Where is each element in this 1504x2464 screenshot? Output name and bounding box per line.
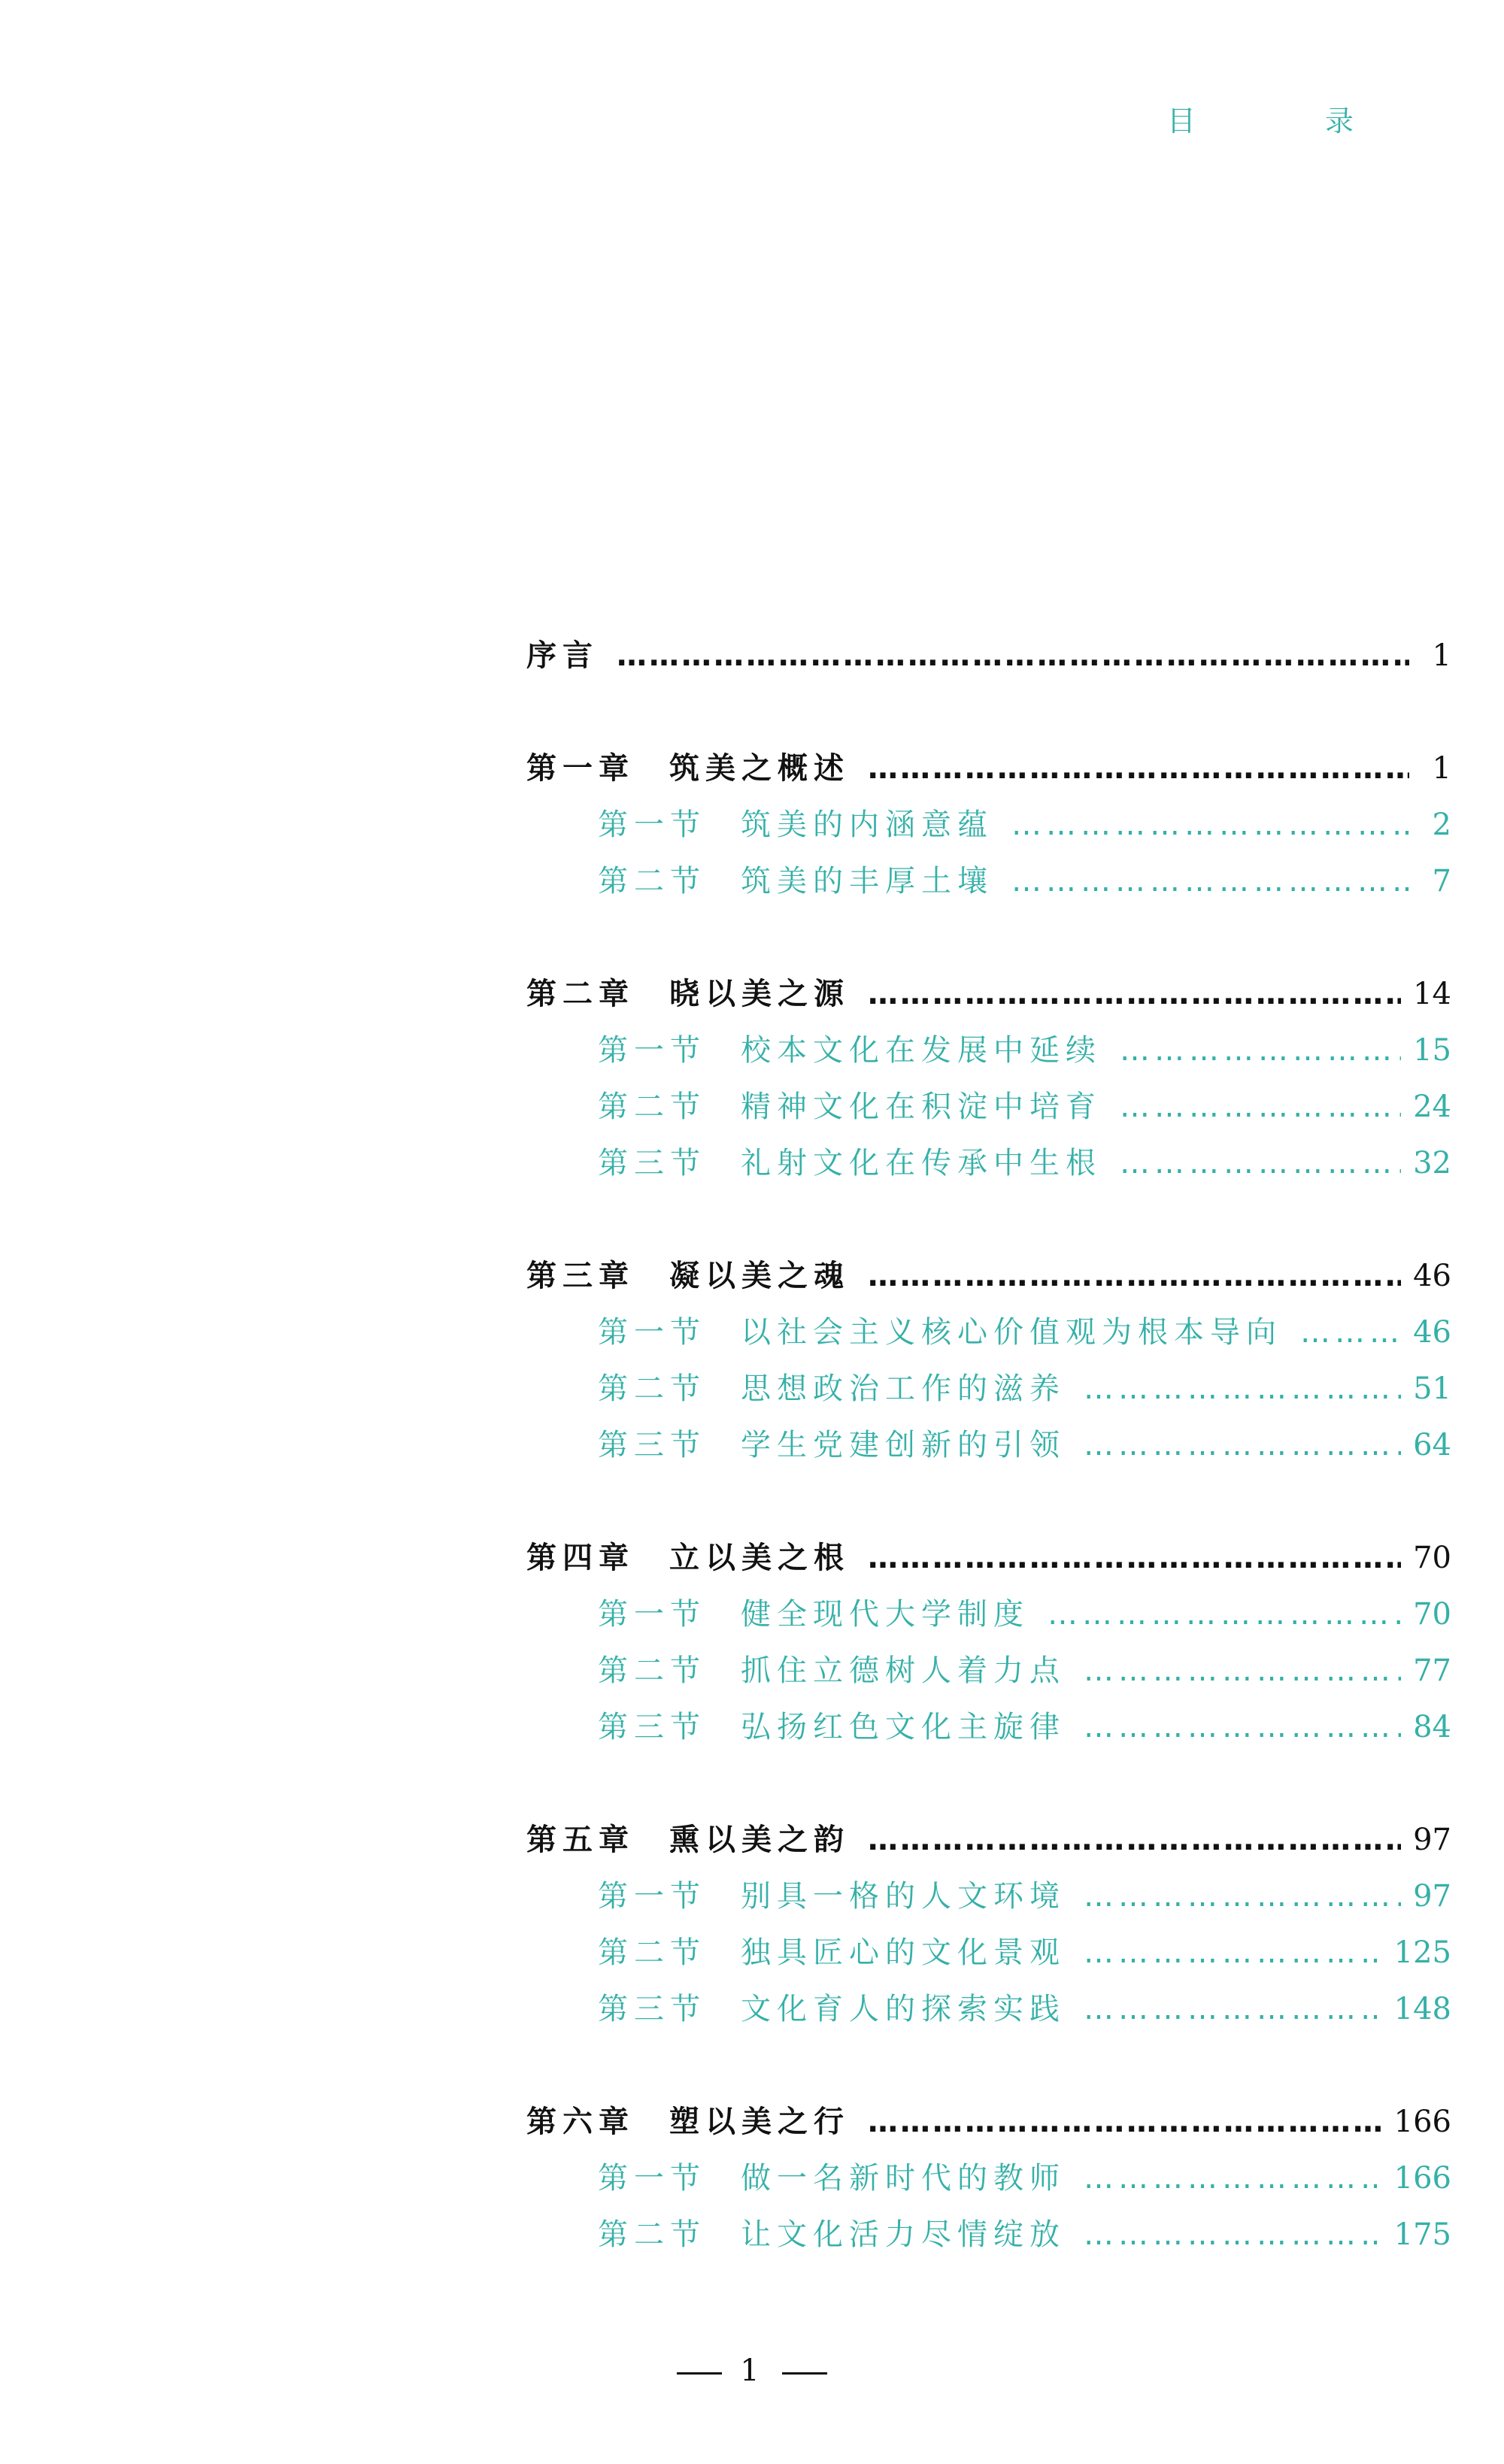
toc-entry-title: 立以美之根 [669, 1541, 850, 1575]
toc-dot-leader [1011, 808, 1409, 842]
page-footer [0, 2353, 1504, 2388]
toc-entry-label: 第一节 [598, 808, 706, 842]
toc-dot-leader [868, 2105, 1382, 2139]
toc-entry-title: 熏以美之韵 [669, 1823, 850, 1857]
toc-spacer [526, 688, 1451, 744]
footer-dash-right [782, 2372, 827, 2375]
toc-chapter-row[interactable] [526, 1534, 1451, 1590]
toc-entry-label: 第一节 [598, 1033, 706, 1068]
toc-spacer [526, 1477, 1451, 1534]
toc-chapter-row[interactable] [526, 970, 1451, 1026]
toc-page-number: 7 [1432, 864, 1451, 899]
toc-dot-leader [1084, 1879, 1401, 1914]
toc-entry-label: 第一节 [598, 1315, 706, 1350]
footer-dash-left [677, 2372, 722, 2375]
toc-chapter-row[interactable] [526, 2098, 1451, 2154]
toc-section-row[interactable] [526, 1365, 1451, 1421]
toc-dot-leader [868, 977, 1401, 1011]
toc-dot-leader [617, 638, 1409, 673]
toc-entry-title: 弘扬红色文化主旋律 [741, 1710, 1066, 1744]
toc-chapter-row[interactable] [526, 744, 1451, 801]
toc-dot-leader [1300, 1315, 1401, 1350]
toc-section-row[interactable] [526, 1647, 1451, 1703]
toc-dot-leader [1120, 1090, 1401, 1124]
toc-page-number: 166 [1393, 2161, 1451, 2196]
toc-entry-label: 第三节 [598, 1710, 706, 1744]
toc-page-number: 2 [1432, 808, 1451, 842]
toc-dot-leader [1084, 1371, 1401, 1406]
toc-chapter-row[interactable] [526, 1816, 1451, 1872]
toc-entry-label: 第二节 [598, 1935, 706, 1970]
toc-entry-label: 第六章 [526, 2105, 635, 2139]
toc-entry-label: 第二节 [598, 1371, 706, 1406]
toc-page-number: 1 [1432, 751, 1451, 786]
toc-entry-title: 让文化活力尽情绽放 [741, 2217, 1066, 2252]
toc-section-row[interactable] [526, 1083, 1451, 1139]
toc-page-number: 84 [1413, 1710, 1451, 1744]
toc-dot-leader [868, 751, 1409, 786]
toc-dot-leader [1084, 1935, 1382, 1970]
toc-page-number: 97 [1413, 1823, 1451, 1857]
toc-dot-leader [1048, 1597, 1401, 1632]
toc-entry-title: 校本文化在发展中延续 [741, 1033, 1102, 1068]
toc-entry-label: 第四章 [526, 1541, 635, 1575]
toc-entry-label: 第二节 [598, 1090, 706, 1124]
toc-entry-label: 第三节 [598, 1428, 706, 1462]
toc-entry-title: 筑美的内涵意蕴 [741, 808, 993, 842]
toc-entry-label: 第二节 [598, 864, 706, 899]
toc-section-row[interactable] [526, 1421, 1451, 1477]
toc-entry-title: 抓住立德树人着力点 [741, 1653, 1066, 1688]
toc-entry-label: 第一节 [598, 2161, 706, 2196]
toc-dot-leader [1084, 1710, 1401, 1744]
toc-entry-title: 塑以美之行 [669, 2105, 850, 2139]
toc-dot-leader [1084, 1992, 1382, 2026]
toc-entry-label: 第三节 [598, 1992, 706, 2026]
toc-entry-title: 独具匠心的文化景观 [741, 1935, 1066, 1970]
toc-section-row[interactable] [526, 801, 1451, 857]
toc-section-row[interactable] [526, 1308, 1451, 1365]
toc-entry-title: 健全现代大学制度 [741, 1597, 1029, 1632]
table-of-contents [526, 632, 1451, 2267]
toc-entry-label: 第二章 [526, 977, 635, 1011]
toc-entry-label: 第三章 [526, 1259, 635, 1293]
toc-page-number: 70 [1413, 1541, 1451, 1575]
toc-entry-label: 第二节 [598, 2217, 706, 2252]
toc-page-number: 32 [1413, 1146, 1451, 1180]
toc-entry-title: 精神文化在积淀中培育 [741, 1090, 1102, 1124]
toc-entry-title: 思想政治工作的滋养 [741, 1371, 1066, 1406]
toc-page-number: 77 [1413, 1653, 1451, 1688]
toc-entry-label: 序言 [526, 638, 599, 673]
toc-page-number: 51 [1413, 1371, 1451, 1406]
toc-dot-leader [1084, 2217, 1382, 2252]
toc-page-number: 64 [1413, 1428, 1451, 1462]
toc-spacer [526, 1759, 1451, 1816]
toc-dot-leader [1084, 2161, 1382, 2196]
toc-entry-title: 文化育人的探索实践 [741, 1992, 1066, 2026]
toc-chapter-row[interactable] [526, 1252, 1451, 1308]
toc-entry-label: 第一节 [598, 1597, 706, 1632]
toc-entry-title: 筑美之概述 [669, 751, 850, 786]
toc-entry-label: 第五章 [526, 1823, 635, 1857]
toc-entry-title: 筑美的丰厚土壤 [741, 864, 993, 899]
toc-entry-label: 第一节 [598, 1879, 706, 1914]
toc-section-row[interactable] [526, 1703, 1451, 1759]
toc-entry-label: 第三节 [598, 1146, 706, 1180]
toc-page-number: 166 [1393, 2105, 1451, 2139]
footer-page-number: 1 [740, 2353, 764, 2388]
toc-dot-leader [1084, 1428, 1401, 1462]
toc-dot-leader [868, 1541, 1401, 1575]
toc-entry-label: 第一章 [526, 751, 635, 786]
toc-page-number: 15 [1413, 1033, 1451, 1068]
toc-spacer [526, 2041, 1451, 2098]
toc-page-number: 24 [1413, 1090, 1451, 1124]
toc-page-number: 125 [1393, 1935, 1451, 1970]
toc-section-row[interactable] [526, 1985, 1451, 2041]
toc-page-number: 46 [1413, 1315, 1451, 1350]
toc-section-row[interactable] [526, 1139, 1451, 1196]
toc-page-number: 97 [1413, 1879, 1451, 1914]
toc-section-row[interactable] [526, 857, 1451, 914]
toc-entry-title: 学生党建创新的引领 [741, 1428, 1066, 1462]
toc-page-number: 148 [1393, 1992, 1451, 2026]
toc-page-number: 70 [1413, 1597, 1451, 1632]
toc-page-number: 1 [1432, 638, 1451, 673]
toc-dot-leader [1011, 864, 1409, 899]
toc-dot-leader [1084, 1653, 1401, 1688]
toc-section-row[interactable] [526, 1929, 1451, 1985]
toc-entry-label: 第二节 [598, 1653, 706, 1688]
toc-section-row[interactable] [526, 1026, 1451, 1083]
toc-section-row[interactable] [526, 1590, 1451, 1647]
toc-entry-title: 做一名新时代的教师 [741, 2161, 1066, 2196]
toc-dot-leader [1120, 1146, 1401, 1180]
toc-section-row[interactable] [526, 2211, 1451, 2267]
page-header-title: 目 录 [1166, 105, 1414, 138]
toc-entry-title: 别具一格的人文环境 [741, 1879, 1066, 1914]
toc-page-number: 175 [1393, 2217, 1451, 2252]
toc-dot-leader [1120, 1033, 1401, 1068]
toc-dot-leader [868, 1259, 1401, 1293]
toc-entry-title: 以社会主义核心价值观为根本导向 [741, 1315, 1282, 1350]
toc-entry-title: 晓以美之源 [669, 977, 850, 1011]
toc-entry-title: 凝以美之魂 [669, 1259, 850, 1293]
toc-page-number: 14 [1413, 977, 1451, 1011]
toc-entry-title: 礼射文化在传承中生根 [741, 1146, 1102, 1180]
toc-spacer [526, 1196, 1451, 1252]
toc-section-row[interactable] [526, 1872, 1451, 1929]
toc-page-number: 46 [1413, 1259, 1451, 1293]
toc-section-row[interactable] [526, 2154, 1451, 2211]
toc-chapter-row[interactable] [526, 632, 1451, 688]
toc-spacer [526, 914, 1451, 970]
toc-dot-leader [868, 1823, 1401, 1857]
